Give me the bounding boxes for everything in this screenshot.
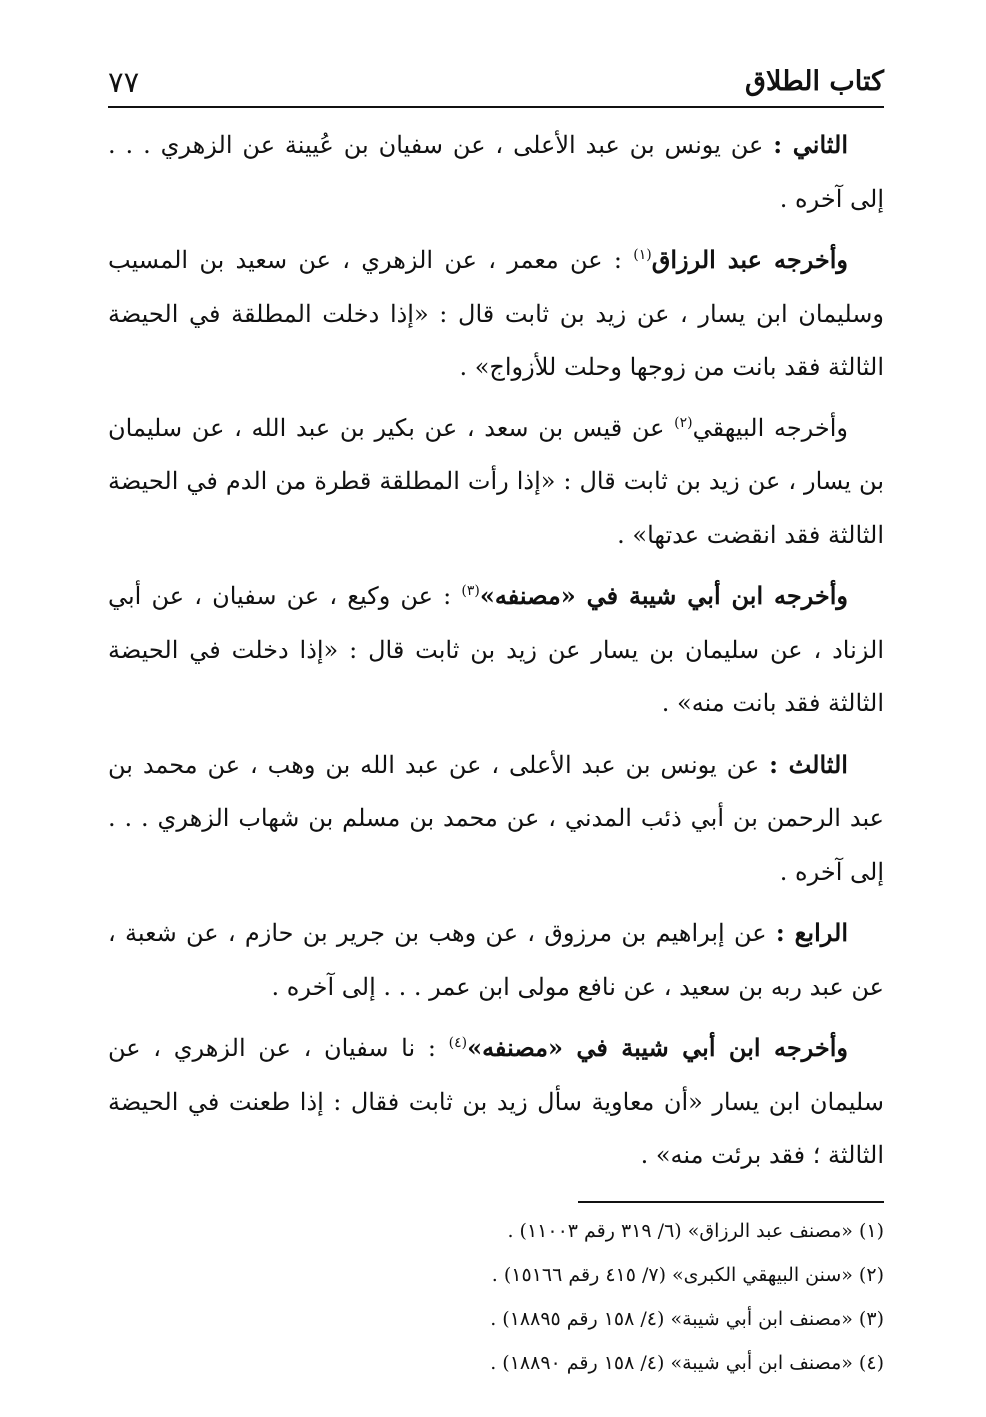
main-text	[108, 118, 884, 1183]
footnote-ref: (٤)	[448, 1035, 468, 1051]
paragraph-text: : عن وكيع ، عن سفيان ، عن أبي الزناد ، عن سليمان بن يسار عن زيد بن ثابت قال : «إذا دخلت في الحيضة الثالثة فقد بانت منه» .	[108, 582, 884, 717]
footnote-1: (١) «مصنف عبد الرزاق» (٦/ ٣١٩ رقم ١١٠٠٣) .	[507, 1219, 884, 1242]
paragraph-fourth-chain	[108, 906, 884, 1014]
paragraph-ibn-abi-shayba-2	[108, 1021, 884, 1183]
paragraph-lead: الثالث :	[769, 749, 848, 779]
book-page	[108, 62, 884, 1374]
footnote-ref: (٢)	[674, 414, 693, 431]
paragraph-lead: وأخرجه ابن أبي شيبة في «مصنفه»	[467, 1033, 848, 1062]
footnotes	[108, 1209, 884, 1385]
footnote-4: (٤) «مصنف ابن أبي شيبة» (٤/ ١٥٨ رقم ١٨٨٩٠) .	[490, 1351, 884, 1374]
paragraph-text: عن يونس بن عبد الأعلى ، عن سفيان بن عُيينة عن الزهري . . . إلى آخره .	[108, 131, 884, 213]
paragraph-lead: الرابع :	[775, 918, 848, 947]
paragraph-second-chain	[108, 118, 884, 226]
footnote-2: (٢) «سنن البيهقي الكبرى» (٧/ ٤١٥ رقم ١٥١٦٦) .	[491, 1263, 884, 1286]
paragraph-text: : نا سفيان ، عن الزهري ، عن سليمان ابن يسار «أن معاوية سأل زيد بن ثابت فقال : إذا طعنت في الحيضة الثالثة ؛ فقد برئت منه» .	[108, 1034, 884, 1169]
paragraph-third-chain	[108, 738, 884, 900]
header-divider	[108, 106, 884, 108]
paragraph-abdurrazzaq	[108, 233, 884, 395]
paragraph-text: عن قيس بن سعد ، عن بكير بن عبد الله ، عن سليمان بن يسار ، عن زيد بن ثابت قال : «إذا رأت المطلقة قطرة من الدم في الحيضة الثالثة فقد انقضت عدتها» .	[108, 413, 884, 549]
page-number: ٧٧	[108, 65, 140, 99]
footnote-divider	[578, 1201, 884, 1203]
paragraph-lead: وأخرجه ابن أبي شيبة في «مصنفه»	[479, 581, 849, 610]
paragraph-lead: وأخرجه البيهقي	[692, 413, 848, 442]
paragraph-text: : عن معمر ، عن الزهري ، عن سعيد بن المسيب وسليمان ابن يسار ، عن زيد بن ثابت قال : «إذا دخلت المطلقة في الحيضة الثالثة فقد بانت من زوجها وحلت للأزواج» .	[108, 246, 884, 381]
chapter-title: كتاب الطلاق	[745, 66, 884, 97]
paragraph-ibn-abi-shayba-1	[108, 569, 884, 731]
footnote-3: (٣) «مصنف ابن أبي شيبة» (٤/ ١٥٨ رقم ١٨٨٩٥) .	[490, 1307, 884, 1330]
paragraph-text: عن إبراهيم بن مرزوق ، عن وهب بن جرير بن حازم ، عن شعبة ، عن عبد ربه بن سعيد ، عن نافع مولى ابن عمر . . . إلى آخره .	[108, 919, 884, 1001]
running-header	[108, 62, 884, 104]
paragraph-lead: الثاني :	[773, 130, 849, 159]
footnote-ref: (٣)	[461, 583, 480, 599]
paragraph-lead: وأخرجه عبد الرزاق	[651, 245, 848, 274]
paragraph-text: عن يونس بن عبد الأعلى ، عن عبد الله بن وهب ، عن محمد بن عبد الرحمن بن أبي ذئب المدني ، عن محمد بن مسلم بن شهاب الزهري . . . إلى آخره .	[108, 750, 884, 886]
paragraph-bayhaqi	[108, 402, 884, 563]
footnote-ref: (١)	[633, 247, 652, 263]
